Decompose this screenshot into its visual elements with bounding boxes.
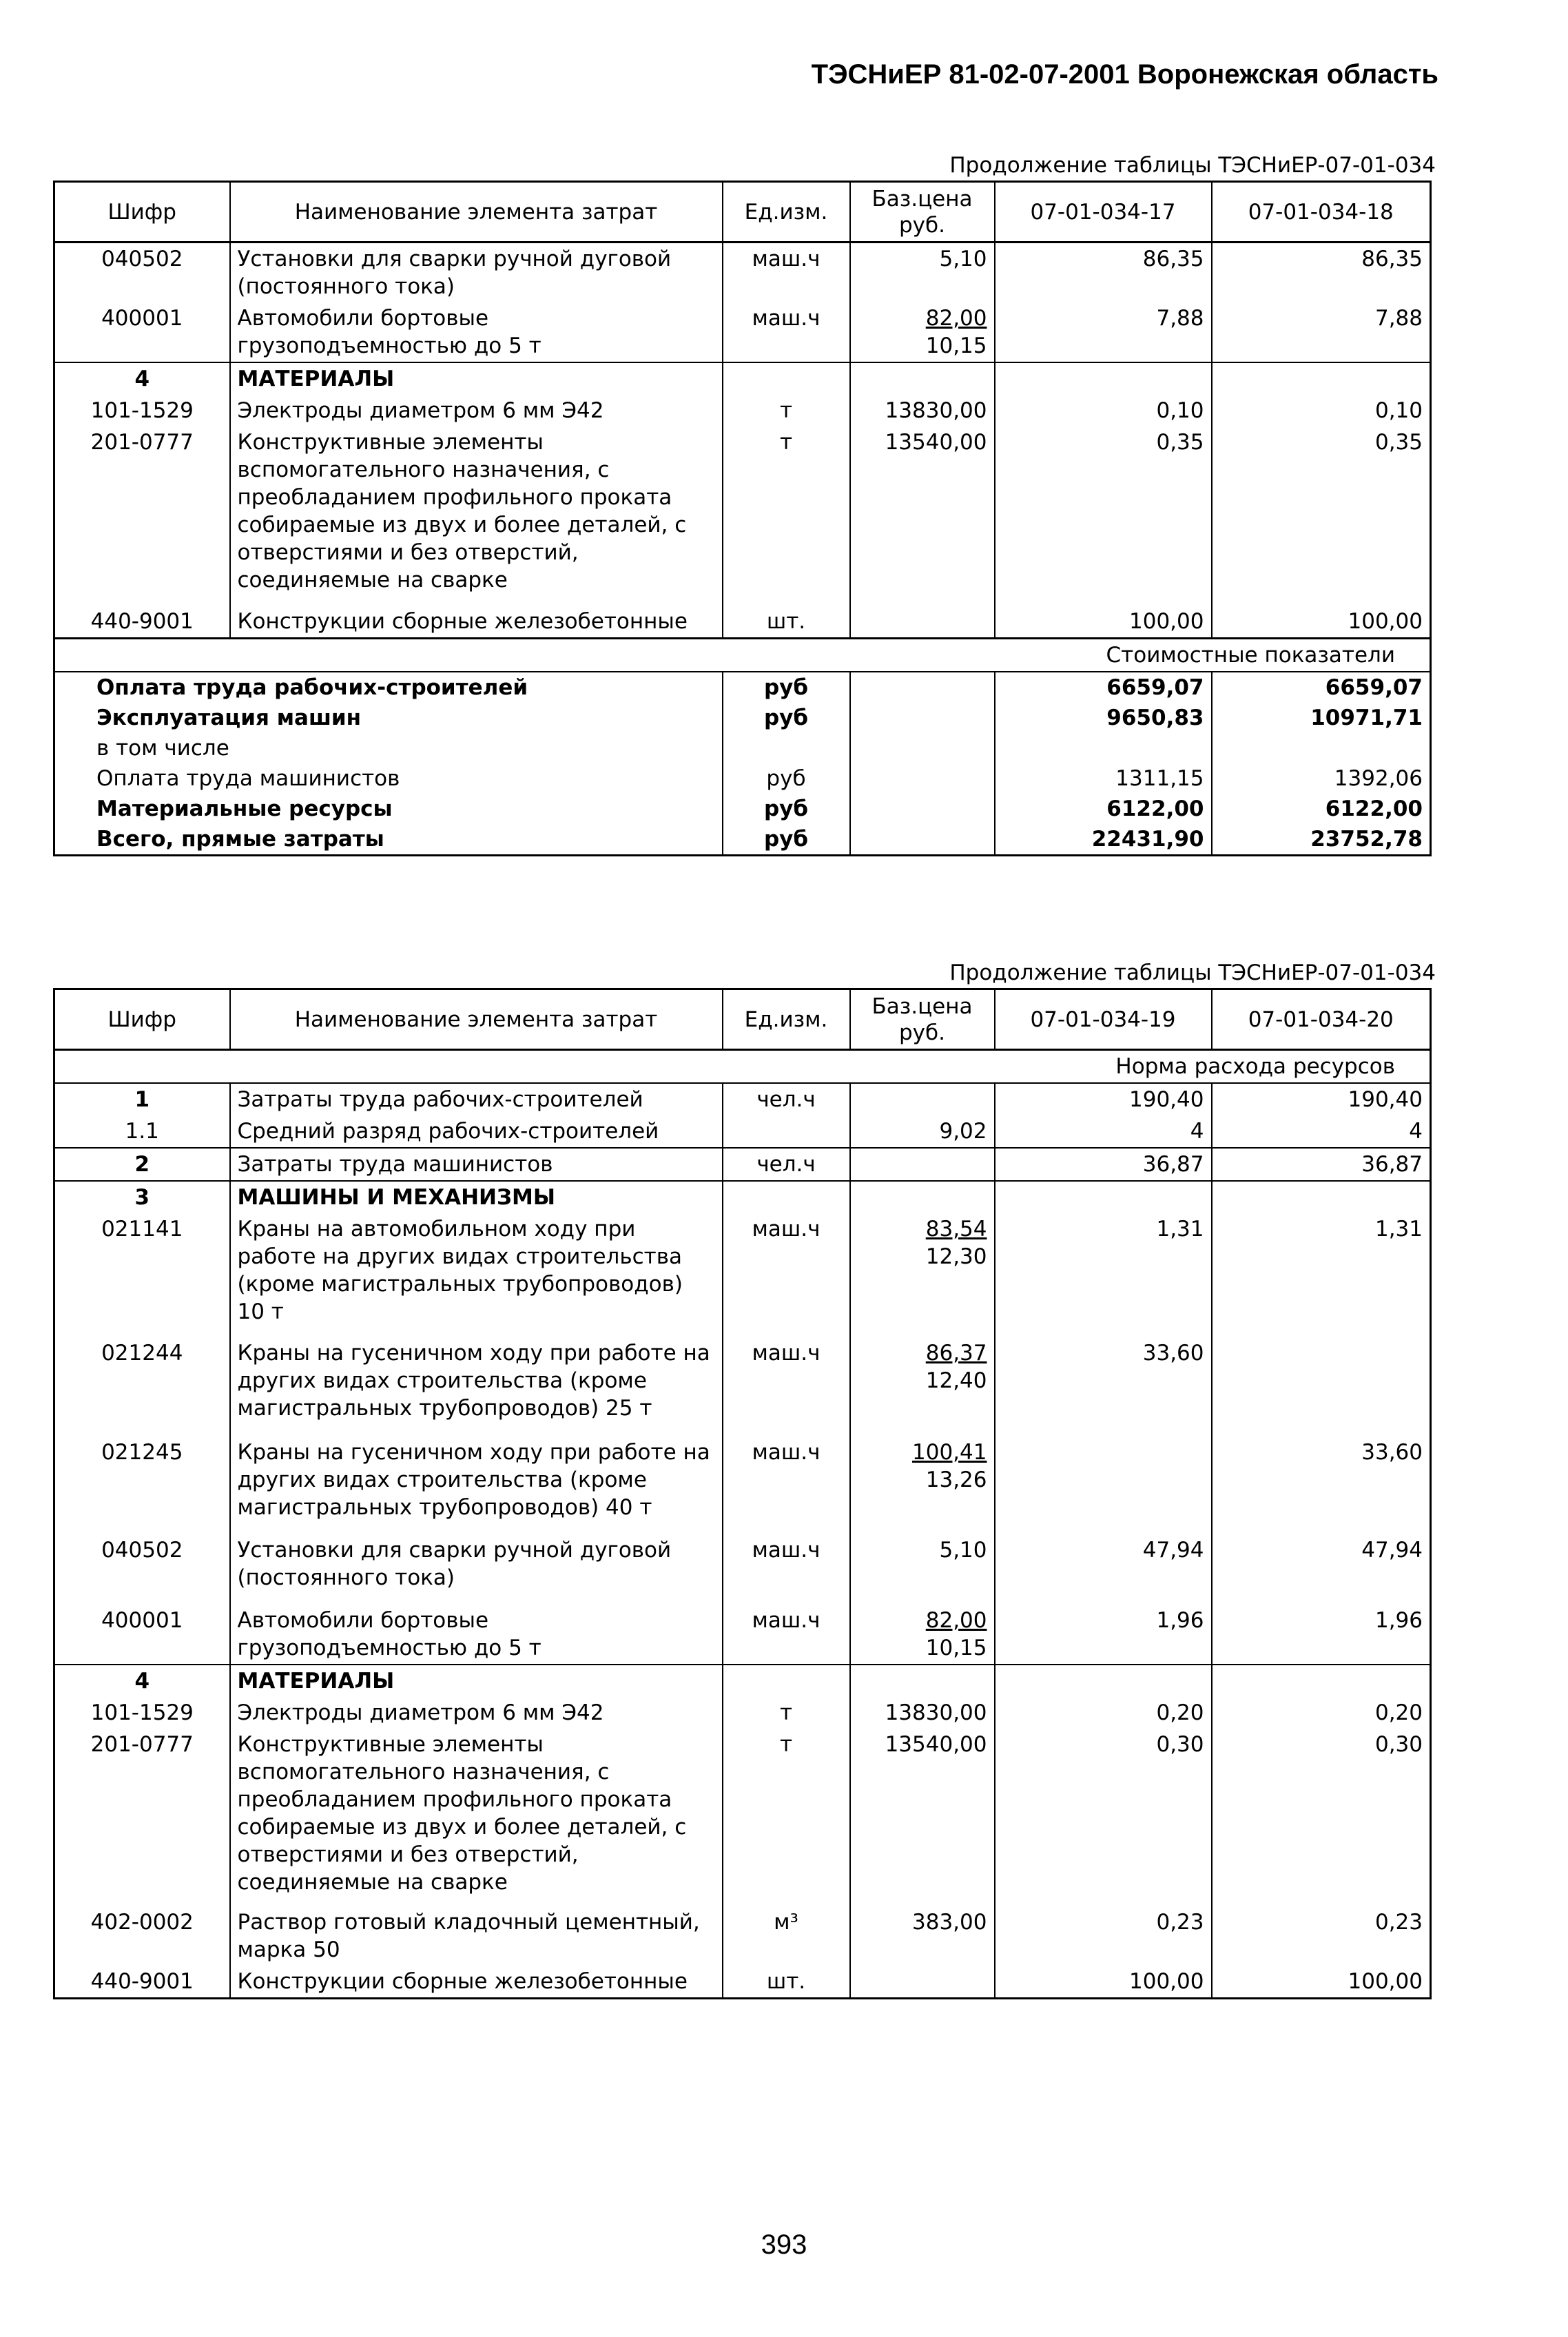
band-row <box>54 639 1431 672</box>
cell-name: Электроды диаметром 6 мм Э42 <box>230 1697 723 1729</box>
price-value: 82,00 <box>925 1608 987 1633</box>
cell-name: Конструкции сборные железобетонные <box>230 1966 723 1999</box>
cost-value: 6122,00 <box>1325 796 1423 821</box>
cell-price <box>850 1437 995 1534</box>
cell-unit: чел.ч <box>723 1083 850 1115</box>
cell-norm: 7,88 <box>1374 306 1423 331</box>
cell-code: 201-0777 <box>54 426 230 606</box>
table-row <box>54 1534 1431 1605</box>
cell-code: 040502 <box>54 243 230 303</box>
table-row <box>54 243 1431 303</box>
table-row <box>54 606 1431 639</box>
price-wage-part: 12,30 <box>925 1244 987 1269</box>
table-caption: Продолжение таблицы ТЭСНиЕР-07-01-034 <box>949 153 1436 178</box>
cost-row <box>54 703 1431 733</box>
cell-norm: 33,60 <box>1361 1440 1423 1465</box>
cell-name: Раствор готовый кладочный цементный, марка 50 <box>230 1906 723 1966</box>
cell-name: Электроды диаметром 6 мм Э42 <box>230 395 723 426</box>
price-wage-part: 13,26 <box>925 1468 987 1492</box>
cost-value: 1392,06 <box>1334 766 1423 791</box>
cell-price <box>850 302 995 362</box>
cost-row <box>54 733 1431 763</box>
cell-code: 101-1529 <box>54 395 230 426</box>
norms-table-2 <box>53 988 1432 1999</box>
cell-unit: маш.ч <box>723 243 850 303</box>
table-row <box>54 1697 1431 1729</box>
col-header-name: Наименование элемента затрат <box>230 989 723 1050</box>
col-header-price: Баз.цена руб. <box>850 989 995 1050</box>
price-value: 83,54 <box>925 1217 987 1242</box>
cell-norm: 36,87 <box>1212 1148 1431 1181</box>
cost-value: 9650,83 <box>995 703 1212 733</box>
cell-norm: 47,94 <box>1361 1538 1423 1563</box>
table-row <box>54 1437 1431 1534</box>
cell-price <box>850 1605 995 1665</box>
cost-name: Всего, прямые затраты <box>54 824 723 856</box>
col-header-norm-17: 07-01-034-17 <box>995 182 1212 243</box>
cell-unit: маш.ч <box>723 1337 850 1437</box>
cell-name: Автомобили бортовые грузоподъемностью до 5 т <box>230 1605 723 1665</box>
table-row <box>54 1148 1431 1181</box>
table-row <box>54 1729 1431 1906</box>
section-row <box>54 1665 1431 1697</box>
norms-table-1 <box>53 181 1432 856</box>
cell-norm: 36,87 <box>995 1148 1212 1181</box>
price-value: 82,00 <box>925 306 987 331</box>
cell-price: 5,10 <box>850 1534 995 1605</box>
table-row <box>54 1906 1431 1966</box>
cell-unit: т <box>723 395 850 426</box>
cost-value: 10971,71 <box>1310 706 1423 730</box>
cost-name: Материальные ресурсы <box>54 794 723 824</box>
cell-code: 021245 <box>54 1437 230 1534</box>
cell-unit: маш.ч <box>723 1534 850 1605</box>
table-row <box>54 1966 1431 1999</box>
col-header-norm-18: 07-01-034-18 <box>1212 182 1431 243</box>
cell-norm: 100,00 <box>1348 1969 1423 1994</box>
cost-row <box>54 794 1431 824</box>
cell-norm <box>1212 1337 1431 1437</box>
col-header-unit: Ед.изм. <box>723 182 850 243</box>
price-wage-part: 10,15 <box>925 333 987 358</box>
cost-unit: руб <box>723 824 850 856</box>
cell-price: 9,02 <box>850 1115 995 1148</box>
page-number: 393 <box>761 2230 807 2260</box>
col-header-unit: Ед.изм. <box>723 989 850 1050</box>
cell-code: 021141 <box>54 1213 230 1337</box>
cell-code: 400001 <box>54 1605 230 1665</box>
cell-price: 5,10 <box>850 243 995 303</box>
cell-name: Конструктивные элементы вспомогательного назначения, с преобладанием профильного проката собираемые из двух и более деталей, с отверстиями и без отверстий, соединяемые на сварке <box>230 1729 723 1906</box>
cell-norm: 0,10 <box>995 395 1212 426</box>
price-wage-part: 10,15 <box>925 1636 987 1660</box>
cell-unit: т <box>723 426 850 606</box>
cell-norm: 100,00 <box>1348 609 1423 634</box>
cell-code: 1 <box>54 1083 230 1115</box>
cell-name: Конструктивные элементы вспомогательного назначения, с преобладанием профильного проката собираемые из двух и более деталей, с отверстиями и без отверстий, соединяемые на сварке <box>230 426 723 606</box>
cell-unit: т <box>723 1697 850 1729</box>
cell-norm: 4 <box>1409 1119 1423 1144</box>
cell-unit: м³ <box>723 1906 850 1966</box>
cost-unit: руб <box>723 763 850 794</box>
cell-code: 201-0777 <box>54 1729 230 1906</box>
cell-norm: 1,96 <box>1374 1608 1423 1633</box>
section-number: 4 <box>54 1665 230 1697</box>
cell-norm: 0,20 <box>1374 1700 1423 1725</box>
cell-norm: 1,31 <box>995 1213 1212 1337</box>
cell-norm: 0,23 <box>1374 1910 1423 1935</box>
cost-value: 22431,90 <box>995 824 1212 856</box>
table-row <box>54 395 1431 426</box>
cell-code: 400001 <box>54 302 230 362</box>
cell-unit: маш.ч <box>723 302 850 362</box>
cell-norm: 100,00 <box>995 606 1212 639</box>
table-row <box>54 1337 1431 1437</box>
cost-unit: руб <box>723 794 850 824</box>
cell-name: Установки для сварки ручной дуговой (постоянного тока) <box>230 1534 723 1605</box>
cell-price: 13540,00 <box>850 1729 995 1906</box>
cell-unit: маш.ч <box>723 1213 850 1337</box>
cost-row <box>54 672 1431 703</box>
cost-value: 6122,00 <box>995 794 1212 824</box>
col-header-price: Баз.цена руб. <box>850 182 995 243</box>
cell-norm: 86,35 <box>1361 247 1423 271</box>
cell-code: 402-0002 <box>54 1906 230 1966</box>
table-row <box>54 1083 1431 1115</box>
col-header-name: Наименование элемента затрат <box>230 182 723 243</box>
cost-value: 6659,07 <box>995 672 1212 703</box>
norm-band-title: Норма расхода ресурсов <box>54 1050 1431 1084</box>
cell-name: Затраты труда машинистов <box>230 1148 723 1181</box>
section-title: МАШИНЫ И МЕХАНИЗМЫ <box>230 1181 723 1213</box>
cell-price <box>850 1337 995 1437</box>
table-caption: Продолжение таблицы ТЭСНиЕР-07-01-034 <box>949 960 1436 985</box>
price-wage-part: 12,40 <box>925 1368 987 1393</box>
section-row <box>54 362 1431 395</box>
cell-code: 021244 <box>54 1337 230 1437</box>
section-row <box>54 1181 1431 1213</box>
cell-norm: 0,10 <box>1374 398 1423 423</box>
cell-norm: 4 <box>995 1115 1212 1148</box>
cell-code: 440-9001 <box>54 606 230 639</box>
cell-norm: 0,20 <box>995 1697 1212 1729</box>
cell-name: Краны на гусеничном ходу при работе на других видах строительства (кроме магистральных трубопроводов) 25 т <box>230 1337 723 1437</box>
cell-code: 1.1 <box>54 1115 230 1148</box>
cell-norm: 0,23 <box>995 1906 1212 1966</box>
cell-unit: т <box>723 1729 850 1906</box>
cell-norm: 1,31 <box>1374 1217 1423 1242</box>
cost-unit: руб <box>723 672 850 703</box>
section-title: МАТЕРИАЛЫ <box>230 1665 723 1697</box>
cell-code: 2 <box>54 1148 230 1181</box>
cell-norm: 190,40 <box>995 1083 1212 1115</box>
cell-norm: 47,94 <box>995 1534 1212 1605</box>
table-row <box>54 1213 1431 1337</box>
cell-unit: шт. <box>723 1966 850 1999</box>
col-header-norm-19: 07-01-034-19 <box>995 989 1212 1050</box>
section-number: 3 <box>54 1181 230 1213</box>
cost-band-title: Стоимостные показатели <box>54 639 1431 672</box>
cell-price <box>850 606 995 639</box>
cost-value: 1311,15 <box>995 763 1212 794</box>
band-row <box>54 1050 1431 1084</box>
cell-price: 13830,00 <box>850 395 995 426</box>
cell-name: Краны на гусеничном ходу при работе на других видах строительства (кроме магистральных трубопроводов) 40 т <box>230 1437 723 1534</box>
cell-price: 383,00 <box>850 1906 995 1966</box>
cell-unit: чел.ч <box>723 1148 850 1181</box>
table-row <box>54 302 1431 362</box>
cost-value: 6659,07 <box>1325 675 1423 700</box>
cell-norm: 0,30 <box>995 1729 1212 1906</box>
cell-price: 13830,00 <box>850 1697 995 1729</box>
cell-code: 440-9001 <box>54 1966 230 1999</box>
cell-price <box>850 1966 995 1999</box>
cell-unit: маш.ч <box>723 1605 850 1665</box>
cell-name: Краны на автомобильном ходу при работе на других видах строительства (кроме магистральных трубопроводов) 10 т <box>230 1213 723 1337</box>
cell-norm: 1,96 <box>995 1605 1212 1665</box>
cell-name: Автомобили бортовые грузоподъемностью до 5 т <box>230 302 723 362</box>
cell-norm <box>995 1437 1212 1534</box>
cell-norm: 86,35 <box>995 243 1212 303</box>
cell-code: 040502 <box>54 1534 230 1605</box>
table-row <box>54 426 1431 606</box>
cell-norm: 0,30 <box>1374 1732 1423 1757</box>
cell-norm: 0,35 <box>1374 430 1423 455</box>
cell-unit: маш.ч <box>723 1437 850 1534</box>
page-header: ТЭСНиЕР 81-02-07-2001 Воронежская область <box>811 59 1438 90</box>
table-row <box>54 1115 1431 1148</box>
cell-unit: шт. <box>723 606 850 639</box>
col-header-code: Шифр <box>54 989 230 1050</box>
cost-value: 23752,78 <box>1310 827 1423 852</box>
cell-norm: 100,00 <box>995 1966 1212 1999</box>
cost-row <box>54 763 1431 794</box>
cell-price: 13540,00 <box>850 426 995 606</box>
section-number: 4 <box>54 362 230 395</box>
cell-code: 101-1529 <box>54 1697 230 1729</box>
price-value: 100,41 <box>912 1440 987 1465</box>
section-title: МАТЕРИАЛЫ <box>230 362 723 395</box>
cost-name: Оплата труда машинистов <box>54 763 723 794</box>
cell-norm: 33,60 <box>995 1337 1212 1437</box>
table-row <box>54 1605 1431 1665</box>
cost-row <box>54 824 1431 856</box>
cell-norm: 190,40 <box>1348 1087 1423 1112</box>
cell-name: Затраты труда рабочих-строителей <box>230 1083 723 1115</box>
cost-name: Эксплуатация машин <box>54 703 723 733</box>
cell-norm: 7,88 <box>995 302 1212 362</box>
cost-unit: руб <box>723 703 850 733</box>
col-header-norm-20: 07-01-034-20 <box>1212 989 1431 1050</box>
col-header-code: Шифр <box>54 182 230 243</box>
cost-name: в том числе <box>54 733 723 763</box>
price-value: 86,37 <box>925 1341 987 1366</box>
cost-name: Оплата труда рабочих-строителей <box>54 672 723 703</box>
cell-name: Средний разряд рабочих-строителей <box>230 1115 723 1148</box>
cell-name: Установки для сварки ручной дуговой (постоянного тока) <box>230 243 723 303</box>
cell-name: Конструкции сборные железобетонные <box>230 606 723 639</box>
cell-norm: 0,35 <box>995 426 1212 606</box>
cell-price <box>850 1213 995 1337</box>
